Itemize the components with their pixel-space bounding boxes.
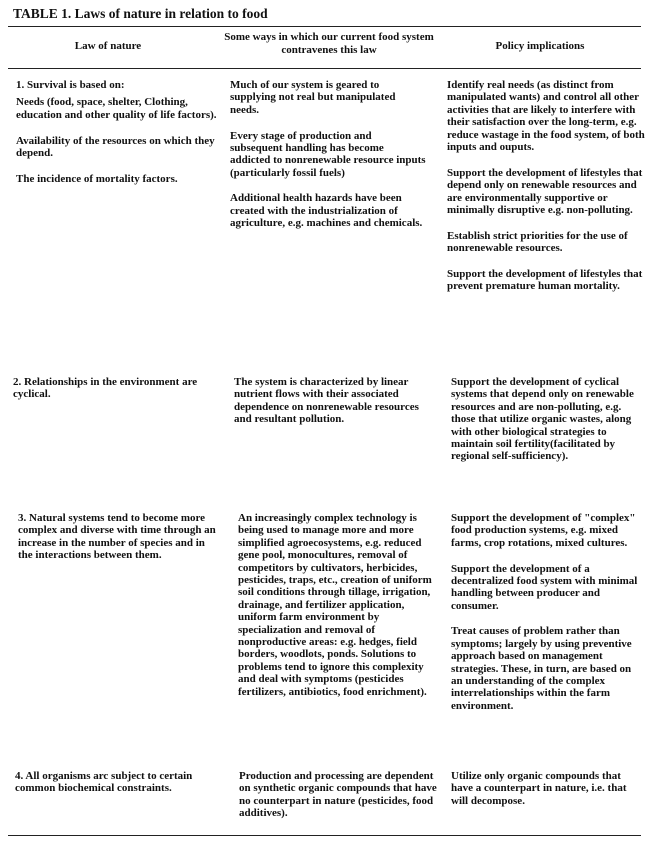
row-1-law [16,79,221,185]
row-1-policy-para: Support the development of lifestyles that prevent premature human mortality. [447,267,643,293]
row-4-policy-para: Utilize only organic compounds that have a counterpart in nature, i.e. that will decompose. [451,770,627,807]
row-4-law-para: 4. All organisms arc subject to certain common biochemical constraints. [15,770,193,795]
row-1-law-para: The incidence of mortality factors. [16,172,178,185]
row-1-policy-para: Establish strict priorities for the use of nonrenewable resources. [447,229,628,255]
row-3-contravene [238,512,436,698]
row-1-contravene-para: Much of our system is geared to supplying not real but manipulated needs. [230,79,396,116]
row-2-contravene [234,376,430,426]
row-1-contravene-para: Additional health hazards have been created with the industrialization of agriculture, e.g. machines and chemicals. [230,192,423,230]
row-2-policy [451,376,643,463]
row-2-policy-para: Support the development of cyclical systems that depend only on renewable resources and are non-polluting, e.g. those that utilize organic wastes, along with other biological strategies to maintain soil fertility(facilitated by regional self-sufficiency). [451,376,634,463]
row-4-policy [451,770,645,807]
header-rule [8,68,641,69]
row-1-law-para: Availability of the resources on which they depend. [16,134,215,159]
row-1-contravene-para: Every stage of production and subsequent handling has become addicted to nonrenewable resource inputs (particularly fossil fuels) [230,129,426,179]
row-3-policy [451,512,645,712]
row-2-contravene-para: The system is characterized by linear nutrient flows with their associated dependence on nonrenewable resources and resultant pollution. [234,376,419,426]
row-1-contravene [230,79,426,230]
row-3-policy-para: Support the development of "complex" food production systems, e.g. mixed farms, crop rotations, mixed cultures. [451,512,636,549]
row-1-policy-para: Identify real needs (as distinct from manipulated wants) and control all other activities that are likely to interfere with their satisfaction over the long-term, e.g. reduce wastage in the food system, of both inputs and ouputs. [447,79,645,154]
table-title: TABLE 1. Laws of nature in relation to food [13,6,268,21]
table-bottom-rule [8,835,641,836]
row-2-law-para: 2. Relationships in the environment are cyclical. [13,376,198,401]
header-contravenes: Some ways in which our current food system contravenes this law [224,31,434,56]
header-policy-implications: Policy implications [495,40,585,52]
table-top-rule [8,26,641,27]
row-4-law [15,770,220,795]
row-3-policy-para: Support the development of a decentralized food system with minimal handling between producer and consumer. [451,562,638,612]
row-1-law-para: 1. Survival is based on: [16,79,125,91]
row-4-contravene-para: Production and processing are dependent on synthetic organic compounds that have no counterpart in nature (pesticides, food additives). [239,770,437,820]
header-law-of-nature: Law of nature [74,40,142,52]
row-1-policy [447,79,645,293]
row-1-policy-para: Support the development of lifestyles that depend only on renewable resources and are environmentally supportive or minimally disruptive e.g. non-polluting. [447,166,643,216]
row-4-contravene [239,770,437,820]
row-3-policy-para: Treat causes of problem rather than symptoms; largely by using preventive approach based on management strategies. These, in turn, are based on an understanding of the complex interrelationships within the farm environment. [451,625,632,712]
row-3-law [18,512,218,562]
row-2-law [13,376,218,401]
row-3-contravene-para: An increasingly complex technology is being used to manage more and more simplified agroecosystems, e.g. reduced gene pool, monocultures, removal of competitors by cultivators, herbicides, pesticides, traps, etc., creation of uniform soil conditions through tillage, irrigation, drainage, and fertilizer application, uniform farm environment by specialization and removal of nonproductive areas: e.g. hedges, field borders, woodlots, ponds. Solutions to problems tend to ignore this complexity and deal with symptoms (pesticides fertilizers, antibiotics, food enrichment). [238,512,432,698]
row-3-law-para: 3. Natural systems tend to become more complex and diverse with time through an increase in the number of species and in the interactions between them. [18,512,216,562]
row-1-law-para: Needs (food, space, shelter, Clothing, education and other quality of life factors). [16,96,217,121]
